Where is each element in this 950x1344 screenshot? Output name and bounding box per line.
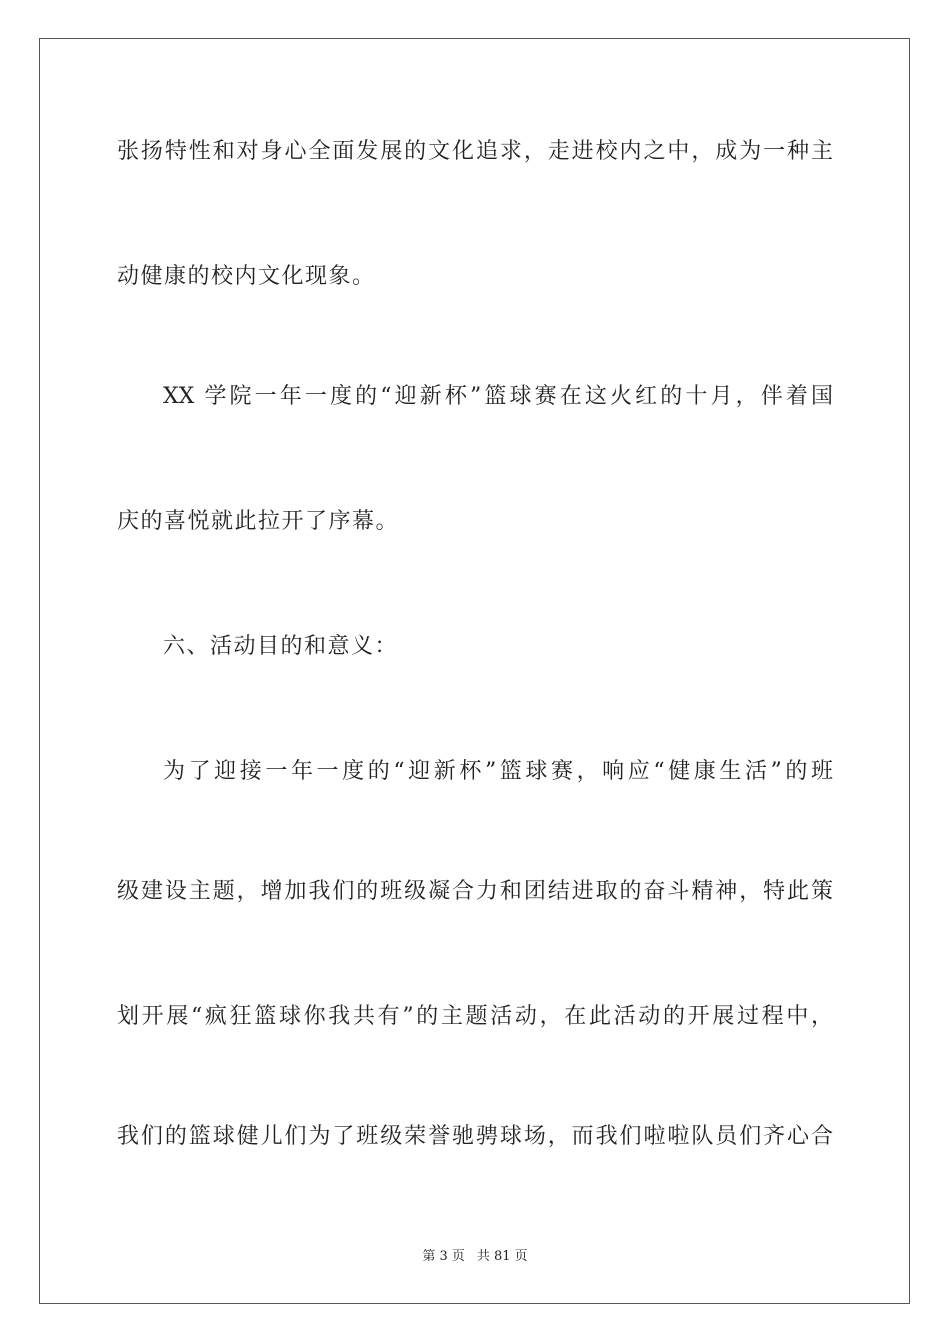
- body-text-line: 动健康的校内文化现象。: [117, 264, 376, 289]
- body-text-line: 划开展“疯狂篮球你我共有”的主题活动，在此活动的开展过程中，: [117, 1004, 833, 1029]
- body-text-line: 庆的喜悦就此拉开了序幕。: [117, 509, 400, 534]
- page-total: 共 81 页: [476, 1249, 528, 1264]
- page-footer: [0, 1248, 950, 1266]
- paragraph-first-line: XX 学院一年一度的“迎新杯”篮球赛在这火红的十月，伴着国: [163, 384, 833, 409]
- page-border: [39, 38, 910, 1304]
- body-text-line: 级建设主题，增加我们的班级凝合力和团结进取的奋斗精神，特此策: [117, 879, 833, 904]
- section-heading: 六、活动目的和意义：: [163, 634, 399, 659]
- page-number: 第 3 页: [422, 1249, 465, 1264]
- paragraph-first-line: 为了迎接一年一度的“迎新杯”篮球赛，响应“健康生活”的班: [163, 759, 833, 784]
- body-text-line: 我们的篮球健儿们为了班级荣誉驰骋球场，而我们啦啦队员们齐心合: [117, 1124, 833, 1149]
- body-text-line: 张扬特性和对身心全面发展的文化追求，走进校内之中，成为一种主: [117, 139, 833, 164]
